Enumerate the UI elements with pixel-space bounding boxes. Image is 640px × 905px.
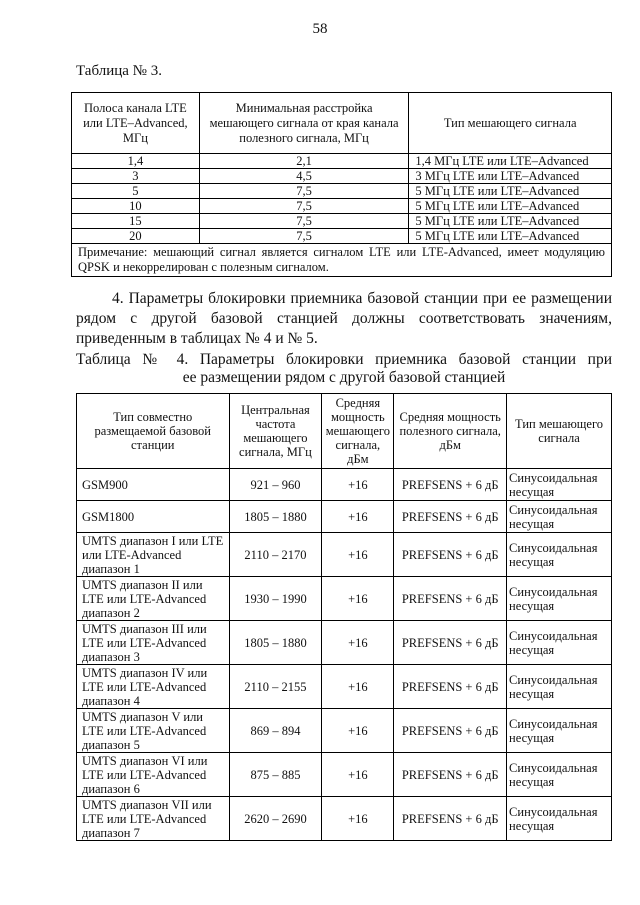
table4-header-cell: Центральная частота мешающего сигнала, МГц xyxy=(229,394,322,469)
table-cell: +16 xyxy=(322,665,394,709)
table3-header-cell: Минимальная расстройка мешающего сигнала от края канала полезного сигнала, МГц xyxy=(199,93,409,154)
table-cell: GSM1800 xyxy=(77,501,230,533)
table-row xyxy=(77,533,612,577)
table-cell: 7,5 xyxy=(199,229,409,244)
table-cell: 15 xyxy=(72,214,200,229)
table-cell: 2110 – 2155 xyxy=(229,665,322,709)
page-number: 58 xyxy=(312,21,328,37)
table-cell: 7,5 xyxy=(199,214,409,229)
table-cell: UMTS диапазон VI или LTE или LTE-Advanced диапазон 6 xyxy=(77,753,230,797)
table-row xyxy=(72,214,612,229)
paragraph-4 xyxy=(76,289,612,349)
table-cell: Синусоидальная несущая xyxy=(507,577,612,621)
table-cell: Синусоидальная несущая xyxy=(507,665,612,709)
table-cell: UMTS диапазон IV или LTE или LTE-Advanced диапазон 4 xyxy=(77,665,230,709)
table-cell: UMTS диапазон II или LTE или LTE-Advanced диапазон 2 xyxy=(77,577,230,621)
table-cell: +16 xyxy=(322,533,394,577)
table-cell: +16 xyxy=(322,501,394,533)
table-cell: 1805 – 1880 xyxy=(229,621,322,665)
table-cell: 7,5 xyxy=(199,184,409,199)
table4-caption xyxy=(76,351,612,387)
table-row xyxy=(72,199,612,214)
table4-caption-line1: Таблица № 4. Параметры блокировки приемника базовой станции при xyxy=(76,351,612,368)
table-cell: 3 МГц LTE или LTE–Advanced xyxy=(409,169,612,184)
table-cell: Синусоидальная несущая xyxy=(507,501,612,533)
table-cell: +16 xyxy=(322,469,394,501)
table-cell: +16 xyxy=(322,753,394,797)
table4-header-cell: Средняя мощность мешающего сигнала, дБм xyxy=(322,394,394,469)
table-cell: 5 МГц LTE или LTE–Advanced xyxy=(409,214,612,229)
table-cell: Синусоидальная несущая xyxy=(507,621,612,665)
table-cell: 5 МГц LTE или LTE–Advanced xyxy=(409,229,612,244)
table-cell: Синусоидальная несущая xyxy=(507,753,612,797)
table-cell: 1930 – 1990 xyxy=(229,577,322,621)
table-cell: 10 xyxy=(72,199,200,214)
table3 xyxy=(71,92,612,277)
table-row xyxy=(72,229,612,244)
table-cell: 5 МГц LTE или LTE–Advanced xyxy=(409,184,612,199)
table3-caption: Таблица № 3. xyxy=(76,63,162,79)
table-cell: 7,5 xyxy=(199,199,409,214)
table-cell: UMTS диапазон V или LTE или LTE-Advanced диапазон 5 xyxy=(77,709,230,753)
table-cell: GSM900 xyxy=(77,469,230,501)
table-cell: 875 – 885 xyxy=(229,753,322,797)
table-cell: 2110 – 2170 xyxy=(229,533,322,577)
table-row xyxy=(72,154,612,169)
table-cell: PREFSENS + 6 дБ xyxy=(394,665,507,709)
table-row xyxy=(77,797,612,841)
table4 xyxy=(76,393,612,841)
table-cell: +16 xyxy=(322,709,394,753)
table3-header-cell: Полоса канала LTE или LTE–Advanced, МГц xyxy=(72,93,200,154)
table-cell: 5 МГц LTE или LTE–Advanced xyxy=(409,199,612,214)
table-row xyxy=(72,169,612,184)
table-cell: Синусоидальная несущая xyxy=(507,709,612,753)
table-cell: PREFSENS + 6 дБ xyxy=(394,533,507,577)
table-cell: 1,4 МГц LTE или LTE–Advanced xyxy=(409,154,612,169)
table-cell: Синусоидальная несущая xyxy=(507,533,612,577)
table-cell: +16 xyxy=(322,797,394,841)
table4-header-cell: Тип мешающего сигнала xyxy=(507,394,612,469)
table-row xyxy=(77,469,612,501)
paragraph-text: 4. Параметры блокировки приемника базовой станции при ее размещении рядом с другой базовой станцией должны соответствовать значениям, приведенным в таблицах № 4 и № 5. xyxy=(76,290,612,347)
table-cell: PREFSENS + 6 дБ xyxy=(394,753,507,797)
table-cell: +16 xyxy=(322,577,394,621)
table4-header-cell: Тип совместно размещаемой базовой станции xyxy=(77,394,230,469)
table-row xyxy=(77,501,612,533)
table4-header-cell: Средняя мощность полезного сигнала, дБм xyxy=(394,394,507,469)
table-row xyxy=(77,665,612,709)
table-cell: +16 xyxy=(322,621,394,665)
table4-caption-line2: ее размещении рядом с другой базовой станцией xyxy=(182,369,506,386)
table-cell: Синусоидальная несущая xyxy=(507,469,612,501)
table-cell: PREFSENS + 6 дБ xyxy=(394,577,507,621)
table-cell: PREFSENS + 6 дБ xyxy=(394,709,507,753)
table-cell: PREFSENS + 6 дБ xyxy=(394,469,507,501)
table-row xyxy=(77,621,612,665)
table-row xyxy=(72,184,612,199)
table-cell: 3 xyxy=(72,169,200,184)
table-row xyxy=(77,709,612,753)
table3-note-row xyxy=(72,244,612,277)
table-row xyxy=(77,577,612,621)
table-cell: 2,1 xyxy=(199,154,409,169)
table-cell: PREFSENS + 6 дБ xyxy=(394,621,507,665)
table-cell: UMTS диапазон III или LTE или LTE-Advanced диапазон 3 xyxy=(77,621,230,665)
table-cell: UMTS диапазон I или LTE или LTE-Advanced диапазон 1 xyxy=(77,533,230,577)
table-cell: UMTS диапазон VII или LTE или LTE-Advanced диапазон 7 xyxy=(77,797,230,841)
table-cell: 1805 – 1880 xyxy=(229,501,322,533)
table-row xyxy=(77,753,612,797)
table-cell: 921 – 960 xyxy=(229,469,322,501)
table3-header-cell: Тип мешающего сигнала xyxy=(409,93,612,154)
table-cell: 869 – 894 xyxy=(229,709,322,753)
table-cell: PREFSENS + 6 дБ xyxy=(394,797,507,841)
table-cell: 5 xyxy=(72,184,200,199)
table-cell: 4,5 xyxy=(199,169,409,184)
table-cell: 20 xyxy=(72,229,200,244)
table-cell: Синусоидальная несущая xyxy=(507,797,612,841)
table-cell: PREFSENS + 6 дБ xyxy=(394,501,507,533)
table3-note: Примечание: мешающий сигнал является сигналом LTE или LTE-Advanced, имеет модуляцию QPSK и некоррелирован с полезным сигналом. xyxy=(72,244,612,277)
table-cell: 2620 – 2690 xyxy=(229,797,322,841)
table-cell: 1,4 xyxy=(72,154,200,169)
